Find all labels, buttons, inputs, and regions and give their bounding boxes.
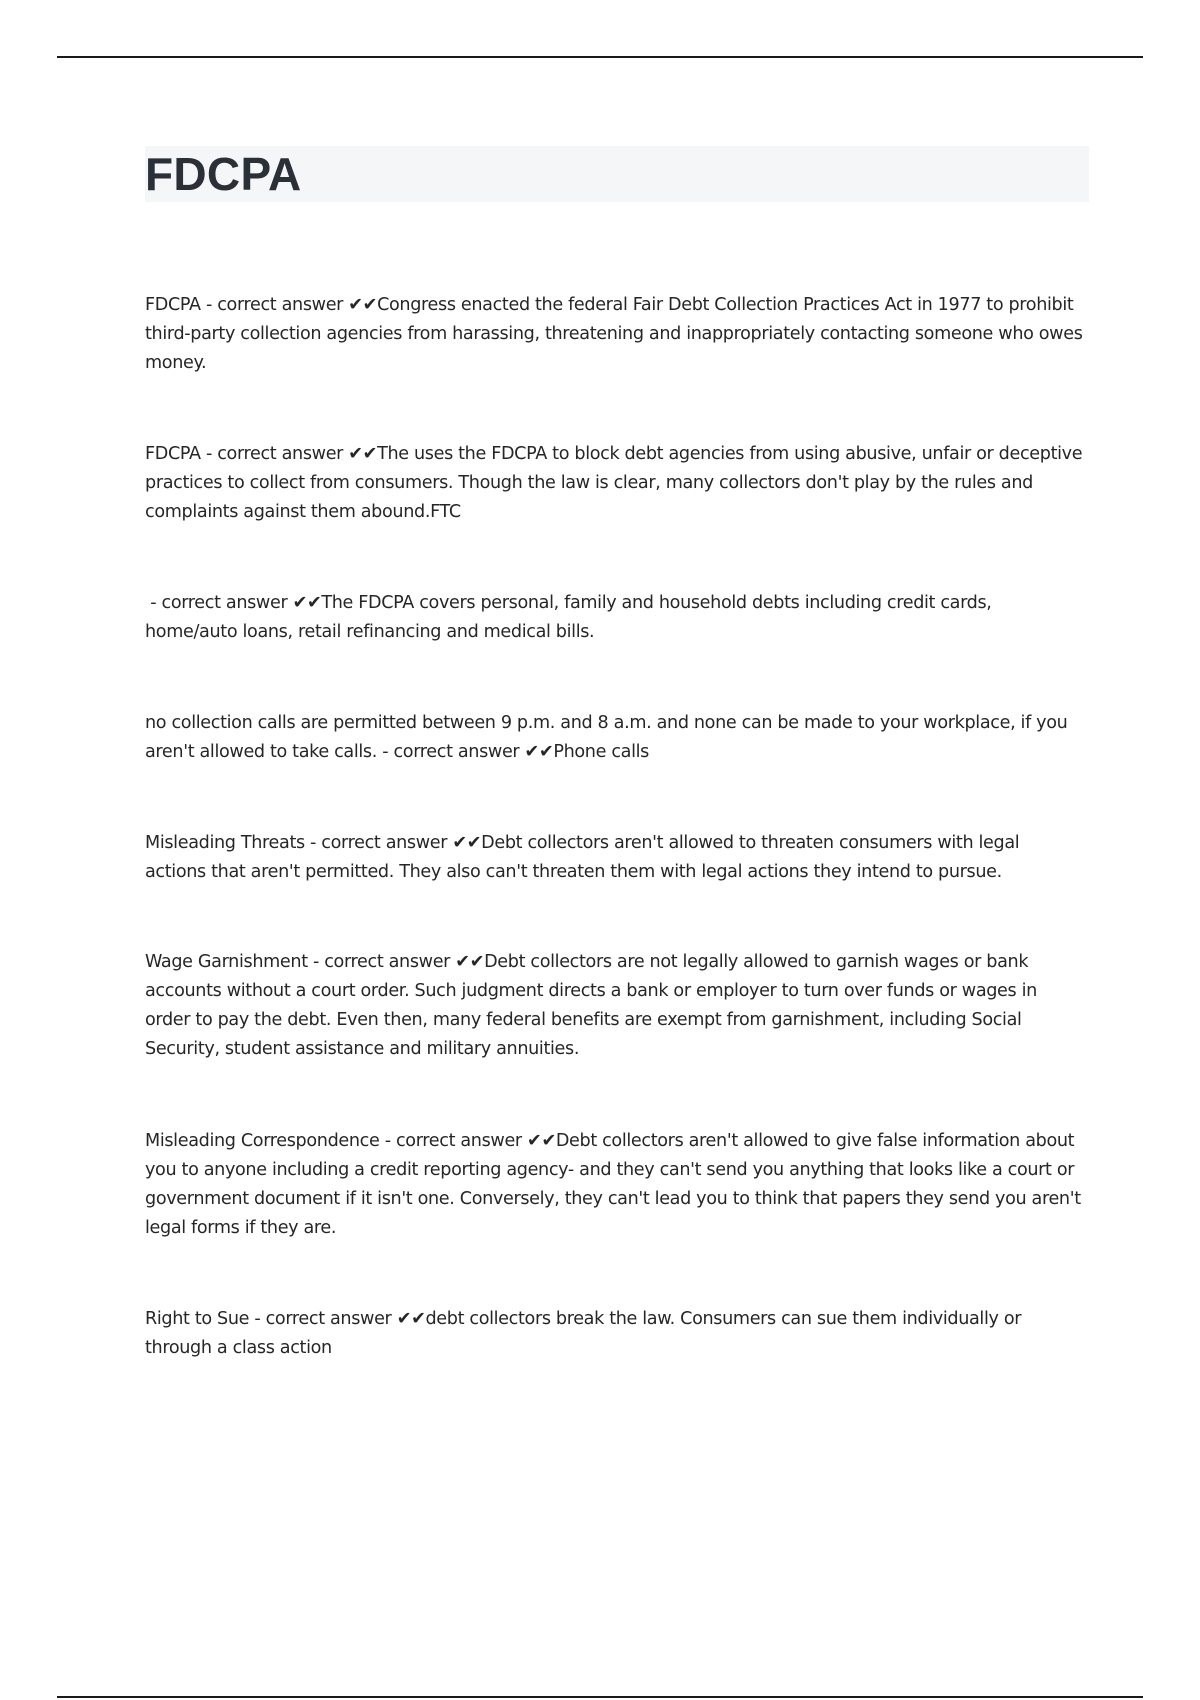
top-rule <box>57 56 1143 58</box>
qa-entry: FDCPA - correct answer ✔✔Congress enacted the federal Fair Debt Collection Practices Act in 1977 to prohibit third-party collection agencies from harassing, threatening and inappropriately contacting someone who owes money. <box>145 295 1083 373</box>
qa-entry: Misleading Threats - correct answer ✔✔Debt collectors aren't allowed to threaten consumers with legal actions that aren't permitted. They also can't threaten them with legal actions they intend to pursue. <box>145 833 1020 882</box>
qa-entry: Right to Sue - correct answer ✔✔debt collectors break the law. Consumers can sue them individually or through a class action <box>145 1309 1022 1358</box>
title-band <box>145 146 1089 202</box>
qa-entry: no collection calls are permitted between 9 p.m. and 8 a.m. and none can be made to your workplace, if you aren't allowed to take calls. - correct answer ✔✔Phone calls <box>145 713 1068 762</box>
qa-entry: FDCPA - correct answer ✔✔The uses the FDCPA to block debt agencies from using abusive, unfair or deceptive practices to collect from consumers. Though the law is clear, many collectors don't play by the rules and complaints against them abound.FTC <box>145 444 1083 522</box>
qa-entry: Misleading Correspondence - correct answer ✔✔Debt collectors aren't allowed to give false information about you to anyone including a credit reporting agency- and they can't send you anything that looks like a court or government document if it isn't one. Conversely, they can't lead you to think that papers they send you aren't legal forms if they are. <box>145 1131 1081 1238</box>
bottom-rule <box>57 1696 1143 1698</box>
qa-entry: - correct answer ✔✔The FDCPA covers personal, family and household debts including credit cards, home/auto loans, retail refinancing and medical bills. <box>145 593 997 642</box>
qa-entry: Wage Garnishment - correct answer ✔✔Debt collectors are not legally allowed to garnish wages or bank accounts without a court order. Such judgment directs a bank or employer to turn over funds or wages in order to pay the debt. Even then, many federal benefits are exempt from garnishment, including Social Security, student assistance and military annuities. <box>145 952 1037 1059</box>
page-title: FDCPA <box>145 148 302 200</box>
